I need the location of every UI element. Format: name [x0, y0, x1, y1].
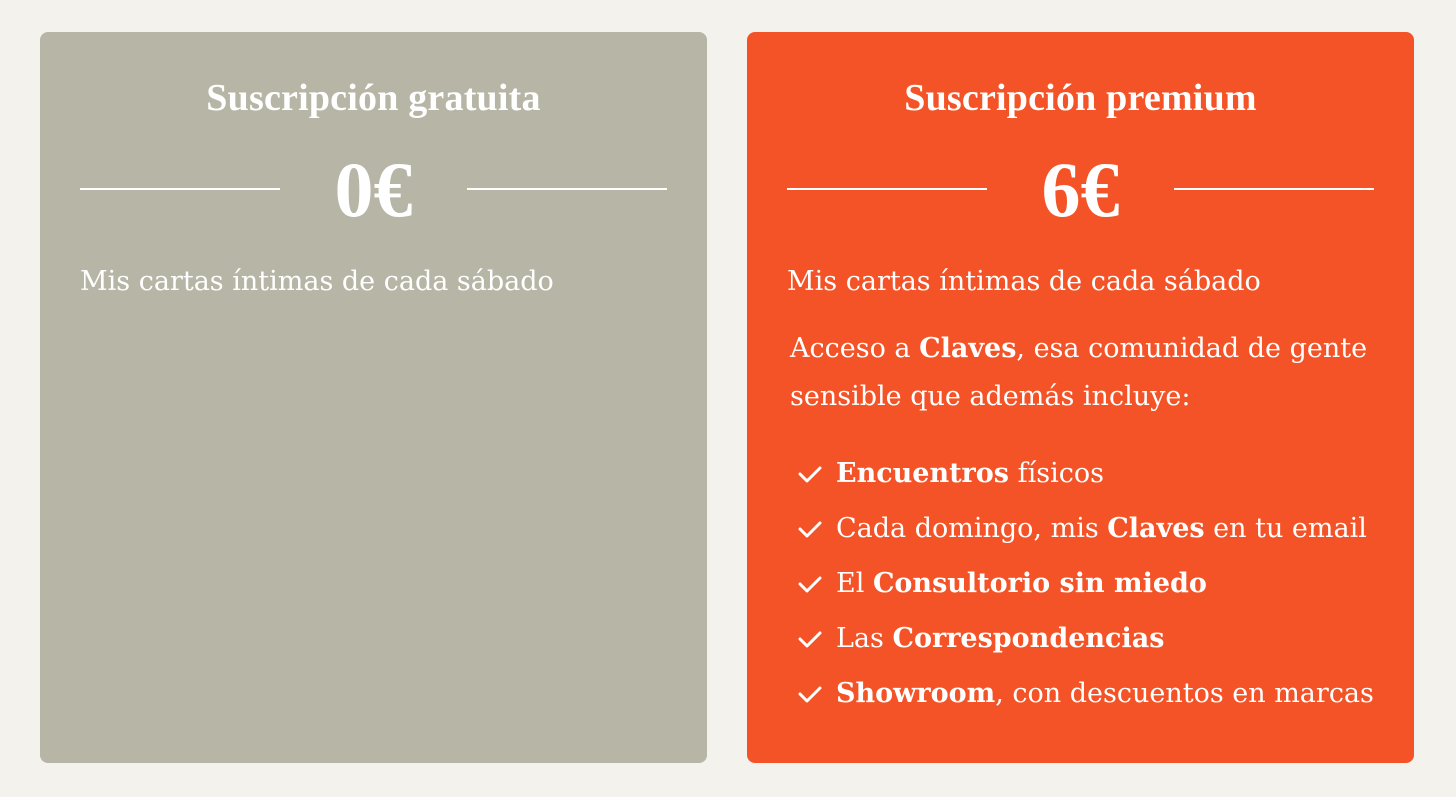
check-icon [797, 519, 823, 539]
access-text-strong: Claves [919, 333, 1017, 364]
access-text-before: Acceso a [790, 333, 920, 364]
price-divider-right [467, 188, 667, 190]
price-divider-left [80, 188, 280, 190]
benefit-item [797, 501, 1402, 556]
free-plan-price: 0€ [334, 146, 413, 233]
premium-plan-intro: Mis cartas íntimas de cada sábado [787, 266, 1261, 297]
check-icon [797, 464, 823, 484]
free-plan-title: Suscripción gratuita [206, 77, 541, 119]
premium-plan-card [747, 32, 1414, 763]
premium-plan-price: 6€ [1041, 146, 1120, 233]
benefit-text: Encuentros físicos [836, 458, 1104, 489]
benefit-item [797, 666, 1402, 721]
check-icon [797, 574, 823, 594]
price-divider-right [1174, 188, 1374, 190]
benefit-item [797, 556, 1402, 611]
check-icon [797, 629, 823, 649]
check-icon [797, 684, 823, 704]
free-plan-intro: Mis cartas íntimas de cada sábado [80, 266, 554, 297]
premium-plan-price-row [787, 146, 1374, 233]
free-plan-price-row [80, 146, 667, 233]
benefit-text: Las Correspondencias [836, 623, 1165, 654]
benefit-item [797, 611, 1402, 666]
premium-plan-title: Suscripción premium [904, 77, 1257, 119]
access-text-after: , esa comunidad de gente sensible que además incluye: [790, 333, 1368, 412]
premium-benefits-list [797, 446, 1402, 721]
premium-plan-access [790, 325, 1380, 421]
price-divider-left [787, 188, 987, 190]
free-plan-card [40, 32, 707, 763]
benefit-text: El Consultorio sin miedo [836, 568, 1207, 599]
benefit-text: Cada domingo, mis Claves en tu email [836, 513, 1367, 544]
benefit-text: Showroom, con descuentos en marcas [836, 678, 1374, 709]
benefit-item [797, 446, 1402, 501]
